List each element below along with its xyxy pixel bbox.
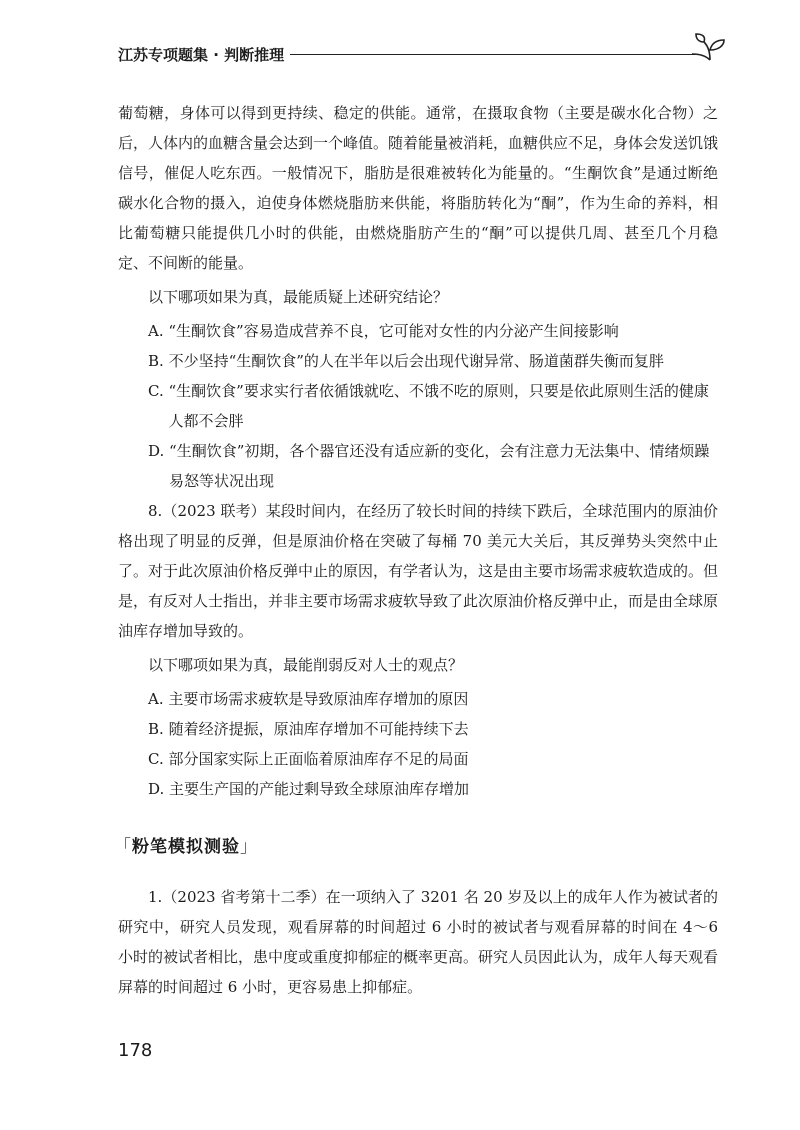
section-title (114, 832, 258, 857)
option-b (148, 346, 718, 376)
section-title-text: 粉笔模拟测验 (132, 837, 240, 857)
header-title: 江苏专项题集 · 判断推理 (118, 46, 285, 64)
question-8-stem: 8.（2023 联考）某段时间内，在经历了较长时间的持续下跌后，全球范围内的原油价格出现了明显的反弹，但是原油价格在突破了每桶 70 美元大关后，其反弹势头突然中止了。对于此次原油价格反弹中止的原因，有学者认为，这是由主要市场需求疲软造成的。但是，有反对人士指出，并非主要市场需求疲软导致了此次原油价格反弹中止，而是由全球原油库存增加导致的。 (118, 502, 719, 640)
option-text: “生酮饮食”容易造成营养不良，它可能对女性的内分泌产生间接影响 (168, 322, 619, 340)
page-number: 178 (118, 1040, 153, 1061)
option-text: “生酮饮食”要求实行者依循饿就吃、不饿不吃的原则，只要是依此原则生活的健康人都不会胖 (168, 382, 709, 430)
option-label: D. (148, 780, 170, 798)
option-text: 不少坚持“生酮饮食”的人在半年以后会出现代谢异常、肠道菌群失衡而复胖 (168, 352, 664, 370)
option-c (148, 376, 718, 436)
header-rule (290, 54, 698, 55)
option-text: 主要市场需求疲软是导致原油库存增加的原因 (168, 690, 469, 708)
section-close-bracket: 」 (240, 837, 258, 857)
continuation-question: 以下哪项如果为真，最能质疑上述研究结论？ (148, 288, 449, 306)
option-label: C. (148, 382, 169, 400)
option-label: B. (148, 352, 169, 370)
page-header (118, 36, 728, 76)
section-open-bracket: 「 (114, 837, 132, 857)
option-a (148, 684, 718, 714)
option-c (148, 744, 718, 774)
option-text: 主要生产国的产能过剩导致全球原油库存增加 (169, 780, 470, 798)
option-label: B. (148, 720, 169, 738)
option-b (148, 714, 718, 744)
question-1-stem: 1.（2023 省考第十二季）在一项纳入了 3201 名 20 岁及以上的成年人作为被试者的研究中，研究人员发现，观看屏幕的时间超过 6 小时的被试者与观看屏幕的时间在 4～6 小时的被试者相比，患中度或重度抑郁症的概率更高。研究人员因此认为，成年人每天观看屏幕的时间超过 6 小时，更容易患上抑郁症。 (118, 888, 719, 996)
option-label: A. (148, 690, 169, 708)
option-d (148, 774, 718, 804)
continuation-paragraph: 葡萄糖，身体可以得到更持续、稳定的供能。通常，在摄取食物（主要是碳水化合物）之后，人体内的血糖含量会达到一个峰值。随着能量被消耗，血糖供应不足，身体会发送饥饿信号，催促人吃东西。一般情况下，脂肪是很难被转化为能量的。“生酮饮食”是通过断绝碳水化合物的摄入，迫使身体燃烧脂肪来供能，将脂肪转化为“酮”，作为生命的养料，相比葡萄糖只能提供几小时的供能，由燃烧脂肪产生的“酮”可以提供几周、甚至几个月稳定、不间断的能量。 (118, 104, 719, 272)
question-8-prompt: 以下哪项如果为真，最能削弱反对人士的观点？ (148, 656, 464, 674)
option-text: 随着经济提振，原油库存增加不可能持续下去 (168, 720, 469, 738)
option-text: “生酮饮食”初期，各个器官还没有适应新的变化，会有注意力无法集中、情绪烦躁易怒等状况出现 (169, 442, 710, 490)
main-content (118, 98, 718, 804)
option-label: D. (148, 442, 170, 460)
option-text: 部分国家实际上正面临着原油库存不足的局面 (168, 750, 469, 768)
section-content (118, 882, 718, 1002)
continuation-options (148, 316, 718, 496)
option-a (148, 316, 718, 346)
option-label: C. (148, 750, 169, 768)
option-label: A. (148, 322, 169, 340)
option-d (148, 436, 718, 496)
question-8-options (148, 684, 718, 804)
sprout-icon (692, 30, 728, 66)
